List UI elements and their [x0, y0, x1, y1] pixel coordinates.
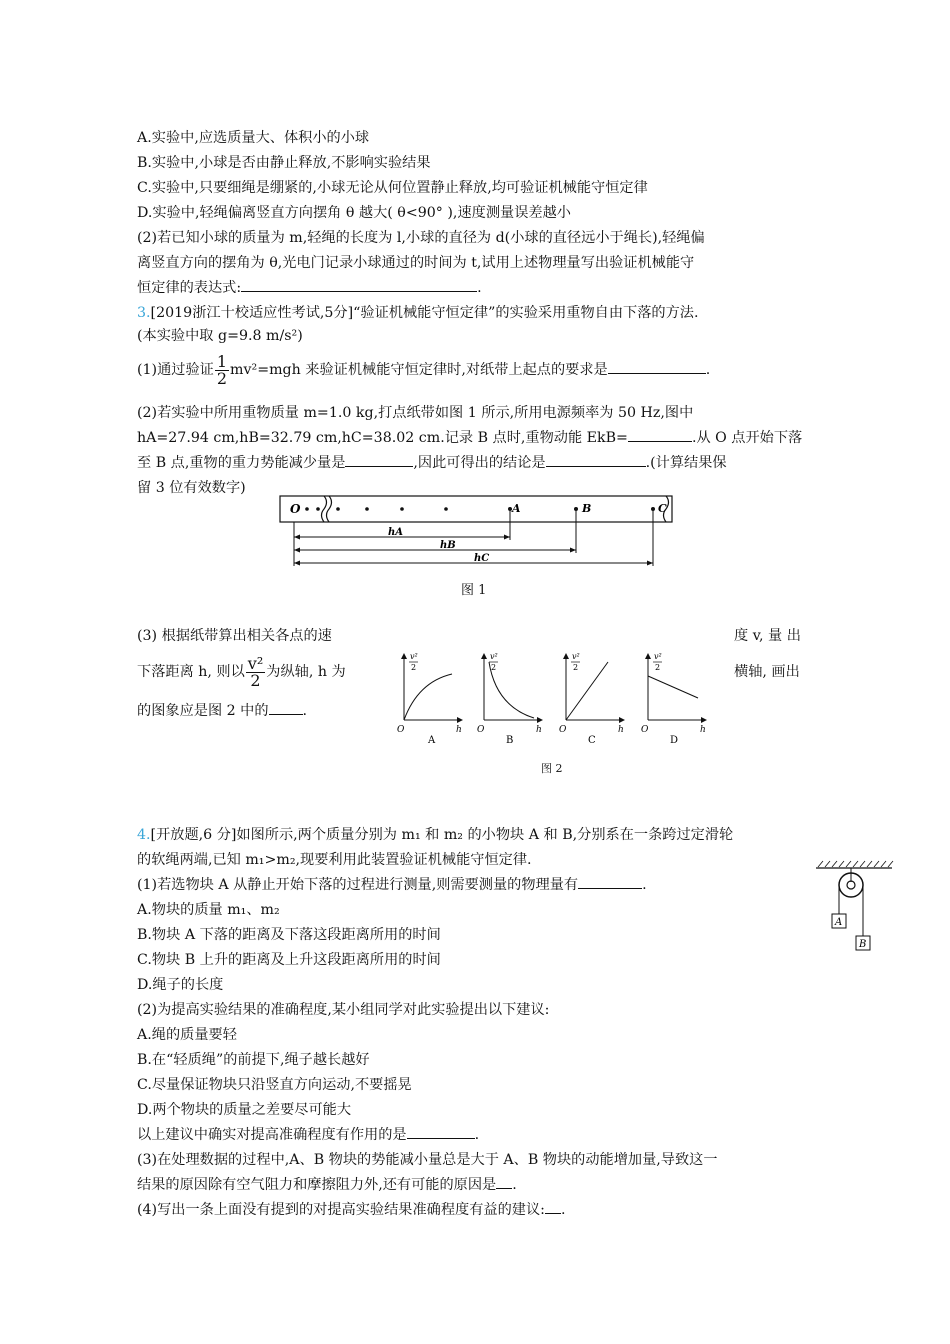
answer-blank[interactable]: [269, 700, 303, 715]
q4-part1-option-c: C.物块 B 上升的距离及上升这段距离所用的时间: [137, 952, 441, 968]
point-b-label: B: [582, 502, 592, 515]
q3-part2-line2-b: .从 O 点开始下落: [691, 430, 803, 446]
answer-blank[interactable]: [578, 874, 642, 889]
q4-part1: (1)若选物块 A 从静止开始下落的过程进行测量,则需要测量的物理量有 .: [137, 874, 647, 896]
graph-a: [397, 652, 462, 746]
x-label: h: [536, 725, 542, 735]
origin-label: O: [641, 725, 649, 735]
q2-option-b: B.实验中,小球是否由静止释放,不影响实验结果: [137, 155, 431, 171]
q3-part2-line1: (2)若实验中所用重物质量 m=1.0 kg,打点纸带如图 1 所示,所用电源频率为 50 Hz,图中: [137, 405, 694, 421]
q4-part4-text: (4)写出一条上面没有提到的对提高实验结果准确程度有益的建议:: [137, 1202, 545, 1218]
q4-number: 4.: [137, 827, 151, 843]
origin-label: O: [477, 725, 485, 735]
q2-option-d: D.实验中,轻绳偏离竖直方向摆角 θ 越大( θ<90° ),速度测量误差越小: [137, 205, 571, 221]
answer-blank[interactable]: [496, 1174, 512, 1189]
block-b-label: B: [859, 939, 867, 950]
q4-part2: (2)为提高实验结果的准确程度,某小组同学对此实验提出以下建议:: [137, 1002, 550, 1018]
q4-part3-line2: 结果的原因除有空气阻力和摩擦阻力外,还有可能的原因是 .: [137, 1174, 517, 1196]
q3-part2-line4: 留 3 位有效数字): [137, 480, 246, 496]
q4-part1-option-b: B.物块 A 下落的距离及下落这段距离所用的时间: [137, 927, 441, 943]
q3-header-line1: [137, 302, 698, 324]
origin-label: O: [397, 725, 405, 735]
q3-part2-line3-a: 至 B 点,重物的重力势能减少量是: [137, 455, 346, 471]
answer-blank[interactable]: [407, 1124, 475, 1139]
q3-part3-line2-b: 为纵轴, h 为: [266, 664, 346, 680]
answer-blank[interactable]: [628, 427, 692, 442]
q4-part2-option-a: A.绳的质量要轻: [137, 1027, 237, 1043]
y-label-num: v²: [572, 652, 580, 661]
y-label-num: v²: [490, 652, 498, 661]
graph-c: [559, 652, 624, 746]
q2-option-c: C.实验中,只要细绳是绷紧的,小球无论从何位置静止释放,均可验证机械能守恒定律: [137, 180, 648, 196]
q4-part1-option-d: D.绳子的长度: [137, 977, 224, 993]
q3-part3-line2-c: 横轴, 画出: [734, 664, 800, 680]
figure1-paper-tape: [270, 494, 680, 576]
q4-part2-end-text: 以上建议中确实对提高准确程度有作用的是: [137, 1127, 407, 1143]
fraction-numerator: v²: [247, 653, 264, 673]
point-o-label: O: [290, 502, 301, 516]
v2-half-fraction: [246, 653, 265, 690]
y-label-den: 2: [491, 663, 497, 672]
q3-part3-line3-text: 的图象应是图 2 中的: [137, 703, 269, 719]
fraction-numerator: 1: [216, 351, 228, 371]
y-label-den: 2: [411, 663, 417, 672]
q4-part1-option-a: A.物块的质量 m₁、m₂: [137, 902, 280, 918]
q3-part2-line2-a: hA=27.94 cm,hB=32.79 cm,hC=38.02 cm.记录 B 点时,重物动能 EkB=: [137, 430, 628, 446]
q4-part4: (4)写出一条上面没有提到的对提高实验结果准确程度有益的建议: .: [137, 1199, 565, 1221]
answer-blank[interactable]: [545, 1199, 561, 1214]
q3-header-text: [2019浙江十校适应性考试,5分]“验证机械能守恒定律”的实验采用重物自由下落的方法.: [150, 305, 699, 321]
q3-header-line2: (本实验中取 g=9.8 m/s²): [137, 328, 303, 344]
q3-part3-line3: 的图象应是图 2 中的 .: [137, 700, 307, 722]
dim-ha-label: hA: [388, 527, 404, 538]
y-label-num: v²: [654, 652, 662, 661]
half-fraction: [215, 351, 229, 388]
graph-b: [477, 652, 542, 746]
q4-part1-text: (1)若选物块 A 从静止开始下落的过程进行测量,则需要测量的物理量有: [137, 877, 579, 893]
graph-d-label: D: [670, 735, 679, 746]
q4-part3-line2-text: 结果的原因除有空气阻力和摩擦阻力外,还有可能的原因是: [137, 1177, 497, 1193]
figure2-caption: 图 2: [541, 762, 563, 775]
q3-part2-line2: [137, 427, 802, 449]
q3-part1-post: mv²=mgh 来验证机械能守恒定律时,对纸带上起点的要求是: [230, 362, 608, 378]
figure2-graphs: [390, 648, 720, 748]
q4-header-line1: [137, 824, 733, 846]
fraction-denominator: 2: [216, 368, 228, 388]
point-c-label: C: [658, 502, 667, 515]
fraction-denominator: 2: [250, 670, 261, 690]
q3-part3-line1-b: 度 v, 量 出: [734, 628, 801, 644]
q4-part2-end: 以上建议中确实对提高准确程度有作用的是 .: [137, 1124, 479, 1146]
q3-part2-line3-b: ,因此可得出的结论是: [413, 455, 546, 471]
dim-hb-label: hB: [440, 540, 456, 551]
answer-blank[interactable]: [608, 359, 706, 374]
pulley-figure: [814, 860, 896, 958]
q2-part2-text: 恒定律的表达式:: [137, 280, 242, 296]
q4-header-text: [开放题,6 分]如图所示,两个质量分别为 m₁ 和 m₂ 的小物块 A 和 B,分别系在一条跨过定滑轮: [150, 827, 734, 843]
y-label-num: v²: [410, 652, 418, 661]
q3-part1-pre: (1)通过验证: [137, 362, 214, 378]
q3-part3-line1-a: (3) 根据纸带算出相关各点的速: [137, 628, 332, 644]
q3-number: 3.: [137, 305, 151, 321]
q4-part2-option-c: C.尽量保证物块只沿竖直方向运动,不要摇晃: [137, 1077, 412, 1093]
origin-label: O: [559, 725, 567, 735]
answer-blank[interactable]: [546, 452, 646, 467]
point-a-label: A: [512, 502, 521, 515]
graph-a-label: A: [428, 735, 436, 746]
q2-part2-line2: 离竖直方向的摆角为 θ,光电门记录小球通过的时间为 t,试用上述物理量写出验证机械能守: [137, 255, 695, 271]
graph-d: [641, 652, 706, 746]
figure1-caption: 图 1: [461, 583, 487, 598]
q3-part2-line3: [137, 452, 727, 474]
graph-b-label: B: [506, 735, 514, 746]
q4-part2-option-d: D.两个物块的质量之差要尽可能大: [137, 1102, 352, 1118]
q2-option-a: A.实验中,应选质量大、体积小的小球: [137, 130, 370, 146]
q3-part2-line3-c: .(计算结果保: [645, 455, 727, 471]
x-label: h: [618, 725, 624, 735]
x-label: h: [700, 725, 706, 735]
block-a-label: A: [835, 917, 843, 928]
y-label-den: 2: [655, 663, 661, 672]
graph-c-label: C: [588, 735, 596, 746]
q2-part2-line3: 恒定律的表达式: .: [137, 277, 482, 299]
q4-header-line2: 的软绳两端,已知 m₁>m₂,现要利用此装置验证机械能守恒定律.: [137, 852, 532, 868]
q3-part3-line2-a: 下落距离 h, 则以: [137, 664, 245, 680]
x-label: h: [456, 725, 462, 735]
dim-hc-label: hC: [474, 553, 490, 564]
q4-part2-option-b: B.在“轻质绳”的前提下,绳子越长越好: [137, 1052, 370, 1068]
answer-blank[interactable]: [241, 277, 477, 292]
answer-blank[interactable]: [345, 452, 413, 467]
q4-part3-line1: (3)在处理数据的过程中,A、B 物块的势能减小量总是大于 A、B 物块的动能增加量,导致这一: [137, 1152, 718, 1168]
q2-part2-line1: (2)若已知小球的质量为 m,轻绳的长度为 l,小球的直径为 d(小球的直径远小于绳长),轻绳偏: [137, 230, 705, 246]
y-label-den: 2: [573, 663, 579, 672]
q3-part3-line2: [137, 652, 346, 692]
q3-part1: (1)通过验证 $\frac{1}{2}$ mv²=mgh 来验证机械能守恒定律时,对纸带上起点的要求是 .: [137, 351, 711, 388]
